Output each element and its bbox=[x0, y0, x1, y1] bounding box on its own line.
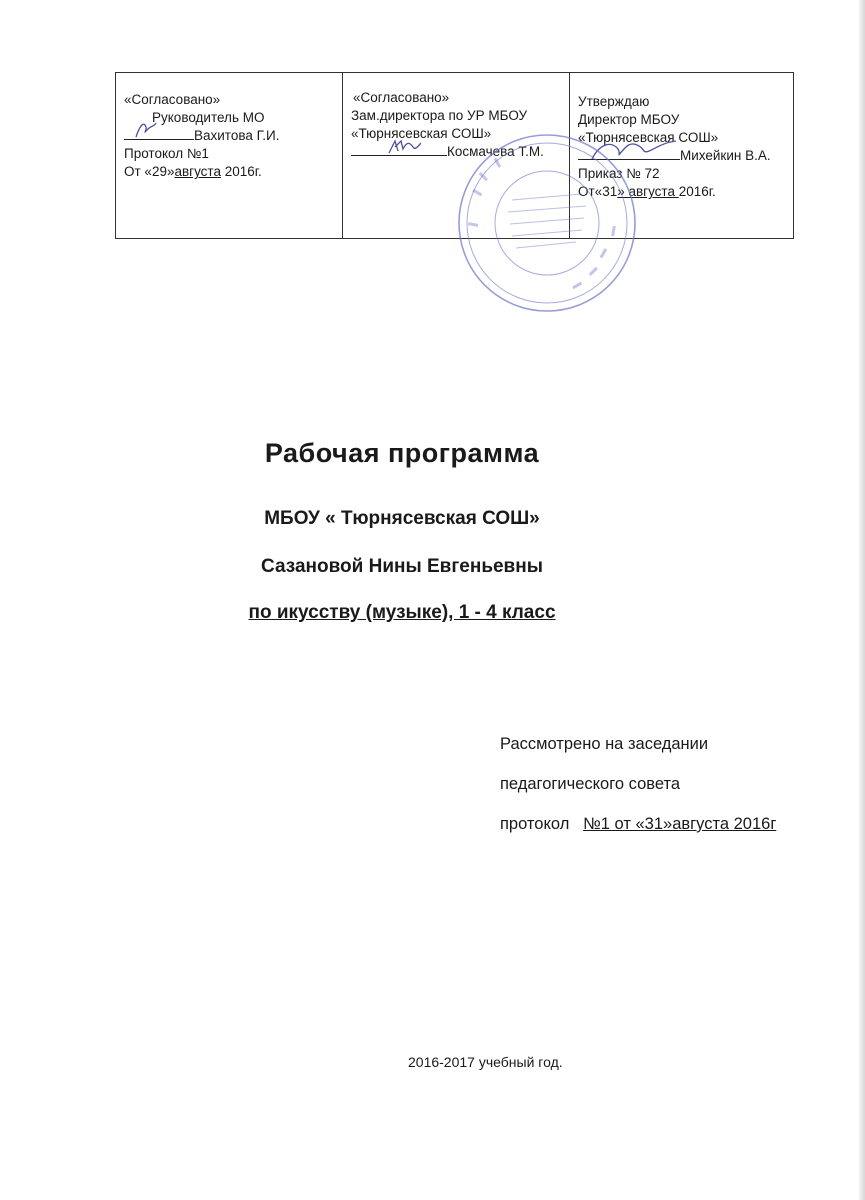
order-date-month: » августа bbox=[617, 184, 679, 199]
approval-cell-mo bbox=[116, 73, 343, 239]
order-number: Приказ № 72 bbox=[578, 166, 660, 181]
document-title: Рабочая программа bbox=[264, 438, 540, 468]
order-date-year: 2016г. bbox=[678, 184, 716, 199]
approval-label: «Согласовано» bbox=[353, 90, 450, 105]
approval-name: Космачева Т.М. bbox=[447, 144, 544, 159]
review-line-1: Рассмотрено на заседании bbox=[500, 735, 709, 753]
review-line-2: педагогического совета bbox=[500, 775, 681, 793]
approval-label: Утверждаю bbox=[578, 94, 650, 109]
approval-name: Вахитова Г.И. bbox=[194, 128, 280, 143]
review-protocol-details: №1 от «31»августа 2016г bbox=[583, 815, 777, 833]
subject-line: по икусству (музыке), 1 - 4 класс bbox=[248, 602, 556, 623]
approval-position: Зам.директора по УР МБОУ bbox=[351, 108, 528, 123]
order-date-prefix: От«31 bbox=[578, 184, 618, 199]
scan-edge bbox=[859, 0, 865, 1200]
approval-label: «Согласовано» bbox=[124, 92, 221, 107]
approval-position: Руководитель МО bbox=[152, 110, 265, 125]
academic-year: 2016-2017 учебный год. bbox=[408, 1054, 563, 1070]
protocol-number: Протокол №1 bbox=[124, 146, 209, 161]
review-note bbox=[500, 734, 776, 854]
review-protocol-label: протокол bbox=[500, 815, 584, 833]
approval-school: «Тюрнясевская СОШ» bbox=[351, 126, 492, 141]
signature-line bbox=[124, 127, 194, 140]
school-name: МБОУ « Тюрнясевская СОШ» bbox=[264, 508, 540, 529]
signature-icon bbox=[351, 135, 421, 157]
approval-name: Михейкин В.А. bbox=[680, 148, 771, 163]
approval-date-year: 2016г. bbox=[220, 164, 262, 179]
teacher-name: Сазановой Нины Евгеньевны bbox=[261, 556, 543, 577]
approval-date-month: августа bbox=[174, 164, 221, 179]
signature-line bbox=[351, 143, 447, 156]
school-seal-stamp bbox=[452, 128, 642, 318]
approval-school: «Тюрнясевская СОШ» bbox=[578, 130, 719, 145]
signature-icon bbox=[124, 119, 164, 141]
approval-date-prefix: От «29» bbox=[124, 164, 175, 179]
approval-position: Директор МБОУ bbox=[578, 112, 680, 127]
